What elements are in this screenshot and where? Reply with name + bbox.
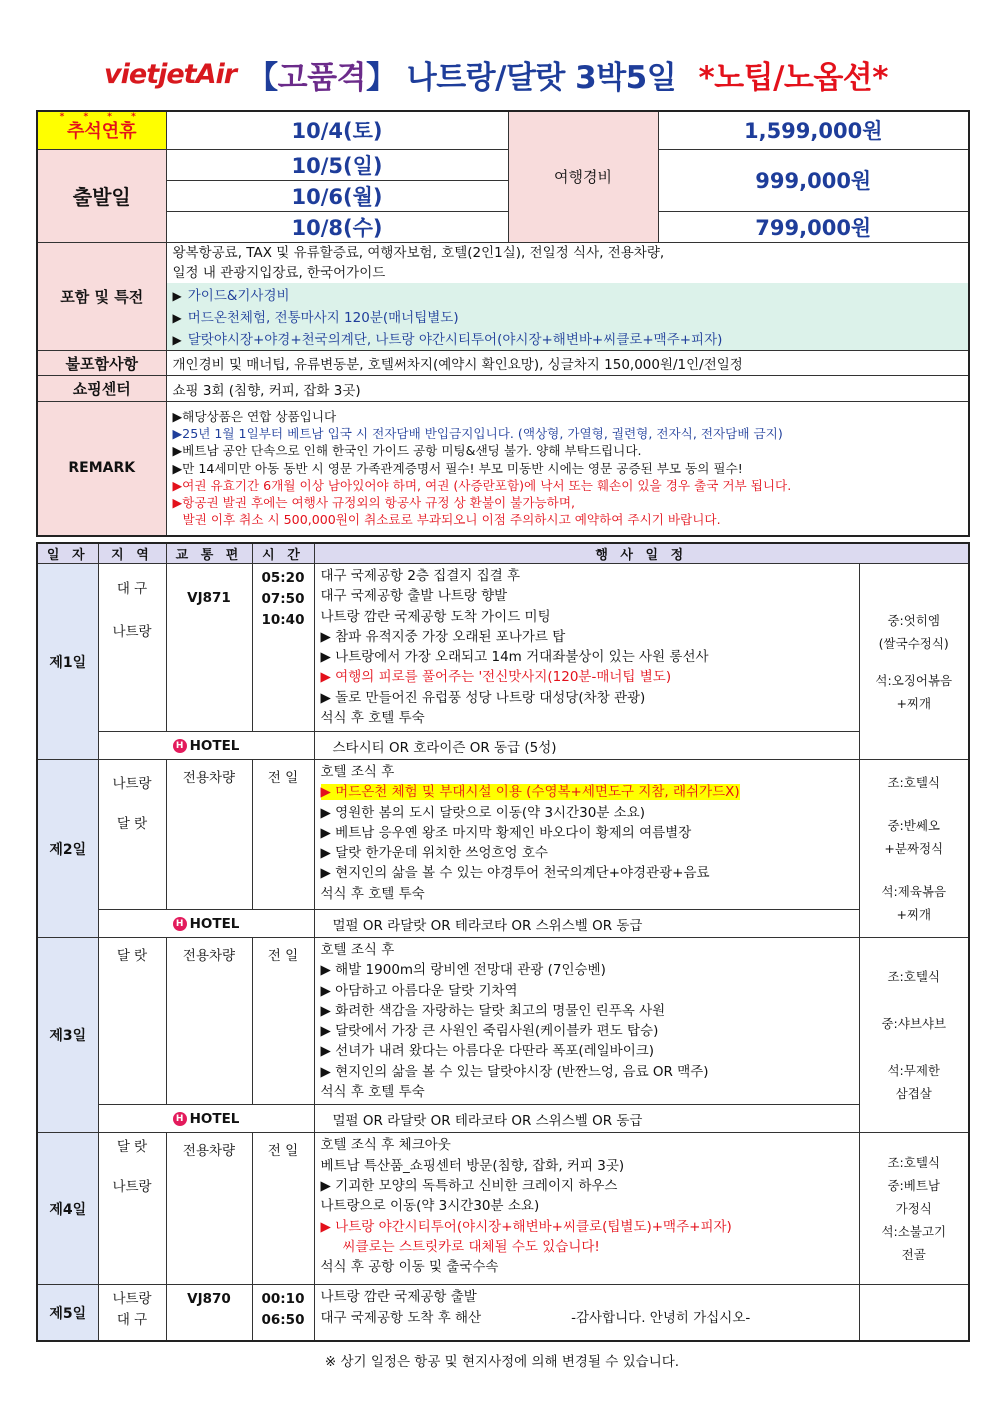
holiday-label: 추석연휴 — [66, 121, 137, 143]
activity-line: ▶ 현지인의 삶을 볼 수 있는 달랏야시장 (반짠느엉, 음료 OR 맥주) — [320, 1063, 709, 1080]
activity-line: 씨클로는 스트릿카로 대체될 수도 있습니다! — [342, 1238, 600, 1255]
hotel-name: 스타시티 OR 호라이즌 OR 동급 (5성) — [314, 732, 859, 760]
meal: 석:무제한 — [887, 1063, 940, 1079]
time: 전 일 — [252, 760, 314, 910]
meal: 석:오징어볶음 — [875, 672, 953, 688]
excludes-text: 개인경비 및 매너팁, 유류변동분, 호텔써차지(예약시 확인요망), 싱글차지 150,000원/1인/전일정 — [166, 351, 969, 376]
activity-line: 석식 후 호텔 투숙 — [320, 885, 425, 902]
remark-label: REMARK — [37, 402, 166, 536]
meal: 가정식 — [895, 1201, 932, 1217]
day1-regions — [98, 564, 166, 732]
remark-cell — [166, 402, 969, 536]
day2-activities — [314, 760, 859, 910]
activity-line: 나트랑 깜란 국제공항 도착 가이드 미팅 — [320, 608, 551, 625]
activity-line-highlight — [321, 782, 853, 802]
meal: 조:호텔식 — [887, 775, 940, 790]
meal: 석:소불고기 — [881, 1224, 947, 1240]
day5-activities — [314, 1285, 859, 1341]
header-schedule: 행 사 일 정 — [314, 543, 969, 564]
meal: 중:엇히엠 — [887, 612, 940, 628]
remark-line: ▶해당상품은 연합 상품입니다 — [172, 408, 337, 424]
bracket-close: 】 — [365, 60, 397, 96]
meal: 석:제육볶음 — [881, 884, 947, 899]
departure-date-1: 10/4(토) — [166, 111, 508, 149]
meal: 전골 — [901, 1247, 926, 1263]
includes-line-2: 일정 내 관광지입장료, 한국어가이드 — [172, 264, 386, 281]
activity-line: 나트랑으로 이동(약 3시간30분 소요) — [320, 1198, 540, 1215]
time: 05:20 — [261, 570, 305, 586]
triangle-icon: ▶ — [172, 310, 182, 325]
activity-line: ▶ 해발 1900m의 랑비엔 전망대 관광 (7인승벤) — [320, 962, 606, 979]
vietjet-logo: vietjetAir — [104, 59, 237, 90]
day-label: 제4일 — [37, 1133, 98, 1285]
transport: 전용차량 — [166, 760, 252, 910]
day5-regions — [98, 1285, 166, 1341]
meal: 조:호텔식 — [887, 969, 940, 985]
meal: 삼겹살 — [895, 1086, 932, 1102]
benefit-2 — [166, 305, 969, 327]
cost-label-cell — [508, 111, 658, 242]
activity-line: 베트남 특산품_쇼핑센터 방문(침향, 잡화, 커피 3곳) — [320, 1157, 625, 1174]
time: 06:50 — [261, 1312, 305, 1329]
time: 07:50 — [261, 591, 305, 607]
hotel-name: 멀펄 OR 라달랏 OR 테라코타 OR 스위스벨 OR 동급 — [314, 1105, 859, 1133]
day-label: 제3일 — [37, 938, 98, 1133]
activity-text: 대구 국제공항 도착 후 해산 — [320, 1309, 482, 1326]
page-header — [0, 52, 992, 104]
region: 나트랑 — [112, 1179, 152, 1196]
title-badge: 고품격 — [277, 60, 366, 96]
header-day: 일 자 — [37, 543, 98, 564]
activity-line: 호텔 조식 후 — [320, 942, 395, 958]
activity-line: ▶ 아담하고 아름다운 달랏 기차역 — [320, 982, 518, 999]
remark-line: ▶베트남 공안 단속으로 인해 한국인 가이드 공항 미팅&샌딩 불가. 양해 부탁드립니다. — [172, 443, 642, 459]
meal: +찌개 — [896, 695, 932, 711]
meal: (쌀국수정식) — [878, 635, 949, 651]
hotel-label-cell — [98, 1105, 314, 1133]
region: 대 구 — [116, 581, 148, 597]
flight-number: VJ871 — [166, 564, 252, 732]
shopping-text: 쇼핑 3회 (침향, 커피, 잡화 3곳) — [166, 376, 969, 402]
activity-line: ▶ 기괴한 모양의 독특하고 신비한 크레이지 하우스 — [320, 1177, 618, 1194]
activity-line: 석식 후 호텔 투숙 — [320, 710, 425, 727]
cost-label: 여행경비 — [554, 168, 612, 187]
departure-label: 출발일 — [37, 149, 166, 242]
triangle-icon: ▶ — [172, 288, 182, 303]
activity-line: ▶ 참파 유적지중 가장 오래된 포나가르 탑 — [320, 628, 566, 645]
meal: +분짜정식 — [884, 841, 944, 856]
meal: 중:베트남 — [887, 1178, 940, 1194]
remark-line: ▶만 14세미만 아동 동반 시 영문 가족관계증명서 필수! 부모 미동반 시에는 영문 공증된 부모 동의 필수! — [172, 460, 743, 476]
departure-date-2: 10/5(일) — [166, 149, 508, 180]
info-table — [36, 110, 970, 537]
region: 달 랏 — [116, 816, 148, 832]
day4-activities — [314, 1133, 859, 1285]
hotel-icon: H — [173, 1112, 187, 1126]
hotel-label-cell — [98, 910, 314, 938]
transport: 전용차량 — [166, 1133, 252, 1285]
benefit-text-3: 달랏야시장+야경+천국의계단, 나트랑 야간시티투어(야시장+해변바+씨클로+맥주+피자) — [187, 332, 723, 349]
time: 전 일 — [252, 1133, 314, 1285]
meal: +찌개 — [896, 907, 932, 922]
benefit-3 — [166, 327, 969, 351]
day1-activities — [314, 564, 859, 732]
hotel-label: HOTEL — [189, 915, 240, 932]
activity-line: ▶ 선녀가 내려 왔다는 아름다운 다딴라 폭포(레일바이크) — [320, 1043, 655, 1060]
time: 전 일 — [252, 938, 314, 1105]
holiday-stars: * * * * — [59, 112, 144, 122]
remark-line: ▶여권 유효기간 6개월 이상 남아있어야 하며, 여권 (사증란포함)에 낙서 또는 훼손이 있을 경우 출국 거부 됩니다. — [172, 477, 792, 493]
day3-meals — [859, 938, 969, 1133]
farewell-text: -감사합니다. 안녕히 가십시오- — [571, 1309, 751, 1326]
activity-line: 석식 후 공항 이동 및 출국수속 — [320, 1259, 499, 1276]
activity-line: ▶ 달랏에서 가장 큰 사원인 죽림사원(케이블카 편도 탑승) — [320, 1023, 659, 1040]
time: 00:10 — [261, 1291, 305, 1308]
price-1: 1,599,000원 — [658, 111, 969, 149]
meal: 중:반쎄오 — [887, 818, 940, 833]
day4-regions — [98, 1133, 166, 1285]
hotel-icon: H — [173, 739, 187, 753]
region: 나트랑 — [112, 1291, 152, 1308]
price-2: 999,000원 — [658, 149, 969, 211]
departure-date-4: 10/8(수) — [166, 211, 508, 242]
holiday-label-cell — [37, 111, 166, 149]
hotel-label-cell — [98, 732, 314, 760]
activity-line: ▶ 베트남 응우옌 왕조 마지막 황제인 바오다이 황제의 여름별장 — [320, 824, 692, 841]
activity-line: ▶ 여행의 피로를 풀어주는 '전신맛사지(120분-매너팁 별도) — [320, 669, 672, 686]
title-highlight: *노팁/노옵션* — [698, 60, 888, 96]
activity-line: ▶ 현지인의 삶을 볼 수 있는 야경투어 천국의계단+야경관광+음료 — [320, 865, 710, 882]
activity-line: ▶ 나트랑 야간시티투어(야시장+해변바+씨클로(팁별도)+맥주+피자) — [320, 1218, 732, 1235]
time: 10:40 — [261, 612, 305, 628]
activity-line: 대구 국제공항 출발 나트랑 향발 — [320, 588, 508, 605]
region: 나트랑 — [112, 624, 152, 640]
activity-line: ▶ 달랏 한가운데 위치한 쓰엉흐엉 호수 — [320, 845, 548, 862]
activity-line-with-farewell — [321, 1308, 853, 1328]
day1-times — [252, 564, 314, 732]
header-region: 지 역 — [98, 543, 166, 564]
day2-regions — [98, 760, 166, 910]
includes-label: 포함 및 특전 — [37, 242, 166, 351]
includes-cell — [166, 242, 969, 283]
hotel-label: HOTEL — [189, 1110, 240, 1127]
region: 달 랏 — [98, 938, 166, 1105]
highlight-text: ▶ 머드온천 체험 및 부대시설 이용 (수영복+세면도구 지참, 래쉬가드X) — [320, 784, 740, 801]
price-3: 799,000원 — [658, 211, 969, 242]
flight-number: VJ870 — [166, 1285, 252, 1341]
day-label: 제1일 — [37, 564, 98, 760]
meal: 조:호텔식 — [887, 1155, 940, 1171]
day5-meals — [859, 1285, 969, 1341]
hotel-name: 멀펄 OR 라달랏 OR 테라코타 OR 스위스벨 OR 동급 — [314, 910, 859, 938]
day-label: 제5일 — [37, 1285, 98, 1341]
activity-line: 대구 국제공항 2층 집결지 집결 후 — [320, 568, 521, 584]
activity-line: 호텔 조식 후 체크아웃 — [320, 1137, 451, 1154]
meal: 중:샤브샤브 — [881, 1016, 947, 1032]
remark-line: 발권 이후 취소 시 500,000원이 취소료로 부과되오니 이점 주의하시고 예약하여 주시기 바랍니다. — [182, 512, 721, 528]
header-time: 시 간 — [252, 543, 314, 564]
day-label: 제2일 — [37, 760, 98, 938]
region: 달 랏 — [116, 1139, 148, 1156]
remark-line: ▶25년 1월 1일부터 베트남 입국 시 전자담배 반입금지입니다. (액상형, 가열형, 궐련형, 전자식, 전자담배 금지) — [172, 426, 783, 441]
hotel-label: HOTEL — [189, 737, 240, 754]
schedule-table — [36, 542, 970, 1342]
activity-line: 나트랑 깜란 국제공항 출발 — [320, 1289, 477, 1306]
bracket-open: 【 — [247, 60, 278, 96]
day3-activities — [314, 938, 859, 1105]
triangle-icon: ▶ — [172, 333, 182, 348]
header-transport: 교 통 편 — [166, 543, 252, 564]
region: 대 구 — [116, 1312, 148, 1329]
page-title — [247, 52, 888, 97]
benefit-1 — [166, 283, 969, 305]
excludes-label: 불포함사항 — [37, 351, 166, 376]
activity-line: 호텔 조식 후 — [320, 764, 395, 780]
shopping-label: 쇼핑센터 — [37, 376, 166, 402]
transport: 전용차량 — [166, 938, 252, 1105]
activity-line: ▶ 영원한 봄의 도시 달랏으로 이동(약 3시간30분 소요) — [320, 804, 646, 821]
footer-note: ※ 상기 일정은 항공 및 현지사정에 의해 변경될 수 있습니다. — [324, 1354, 680, 1370]
benefit-text-2: 머드온천체험, 전통마사지 120분(매너팁별도) — [187, 309, 459, 326]
includes-line-1: 왕복항공료, TAX 및 유류할증료, 여행자보험, 호텔(2인1실), 전일정 식사, 전용차량, — [172, 244, 665, 261]
benefit-text-1: 가이드&기사경비 — [187, 287, 290, 304]
region: 나트랑 — [112, 776, 152, 792]
activity-line: ▶ 나트랑에서 가장 오래되고 14m 거대좌불상이 있는 사원 롱선사 — [320, 649, 709, 666]
day5-times — [252, 1285, 314, 1341]
remark-line: ▶항공권 발권 후에는 여행사 규정외의 항공사 규정 상 환불이 불가능하며, — [172, 495, 576, 511]
activity-line: 석식 후 호텔 투숙 — [320, 1084, 425, 1101]
activity-line: ▶ 돌로 만들어진 유럽풍 성당 나트랑 대성당(차창 관광) — [320, 689, 646, 706]
day1-meals — [859, 564, 969, 760]
hotel-icon: H — [173, 917, 187, 931]
activity-line: ▶ 화려한 색감을 자랑하는 달랏 최고의 명물인 린푸옥 사원 — [320, 1002, 666, 1019]
day4-meals — [859, 1133, 969, 1285]
day2-meals — [859, 760, 969, 938]
departure-date-3: 10/6(월) — [166, 180, 508, 211]
title-text: 나트랑/달랏 3박5일 — [406, 60, 677, 96]
